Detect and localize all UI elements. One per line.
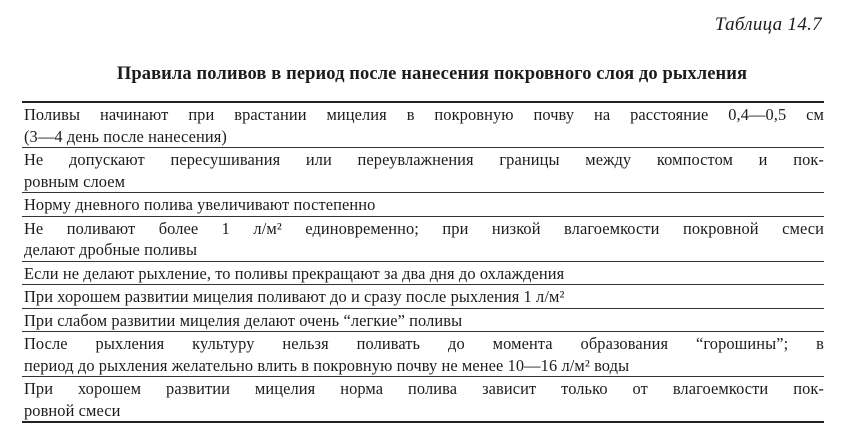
- row-text-line: Не поливают более 1 л/м² единовременно; при низкой влагоемкости покровной смеси: [24, 218, 824, 238]
- row-text-line: После рыхления культуру нельзя поливать до момента образования “горошины”; в: [24, 334, 824, 353]
- row-text-line: Норму дневного полива увеличивают постепенно: [24, 195, 376, 214]
- table-title: Правила поливов в период после нанесения покровного слоя до рыхления: [116, 64, 748, 84]
- row-text-line: (3—4 день после нанесения): [24, 126, 227, 146]
- row-text-line: Если не делают рыхление, то поливы прекращают за два дня до охлаждения: [24, 263, 565, 283]
- table-number: Таблица 14.7: [714, 14, 822, 35]
- row-text-line: При хорошем развитии мицелия норма полива зависит только от влагоемкости пок-: [24, 379, 824, 398]
- row-text-line: ровной смеси: [24, 400, 121, 420]
- table-row: [22, 332, 824, 377]
- row-text-line: Поливы начинают при врастании мицелия в покровную почву на расстояние 0,4—0,5 см: [24, 105, 824, 124]
- table-row: [22, 193, 824, 217]
- row-text-line: Не допускают пересушивания или переувлажнения границы между компостом и пок-: [24, 150, 824, 169]
- table-row: [22, 148, 824, 193]
- table-row: [22, 309, 824, 333]
- row-text-line: ровным слоем: [24, 171, 126, 191]
- row-text-line: При хорошем развитии мицелия поливают до и сразу после рыхления 1 л/м²: [24, 287, 565, 306]
- table-row: [22, 217, 824, 262]
- table-row: [22, 285, 824, 309]
- table-row: [22, 377, 824, 423]
- table-row: [22, 262, 824, 286]
- row-text-line: период до рыхления желательно влить в покровную почву не менее 10—16 л/м² воды: [24, 355, 630, 375]
- row-text-line: делают дробные поливы: [24, 240, 198, 259]
- rules-table: [22, 101, 824, 423]
- table-row: [22, 103, 824, 148]
- row-text-line: При слабом развитии мицелия делают очень “легкие” поливы: [24, 310, 463, 330]
